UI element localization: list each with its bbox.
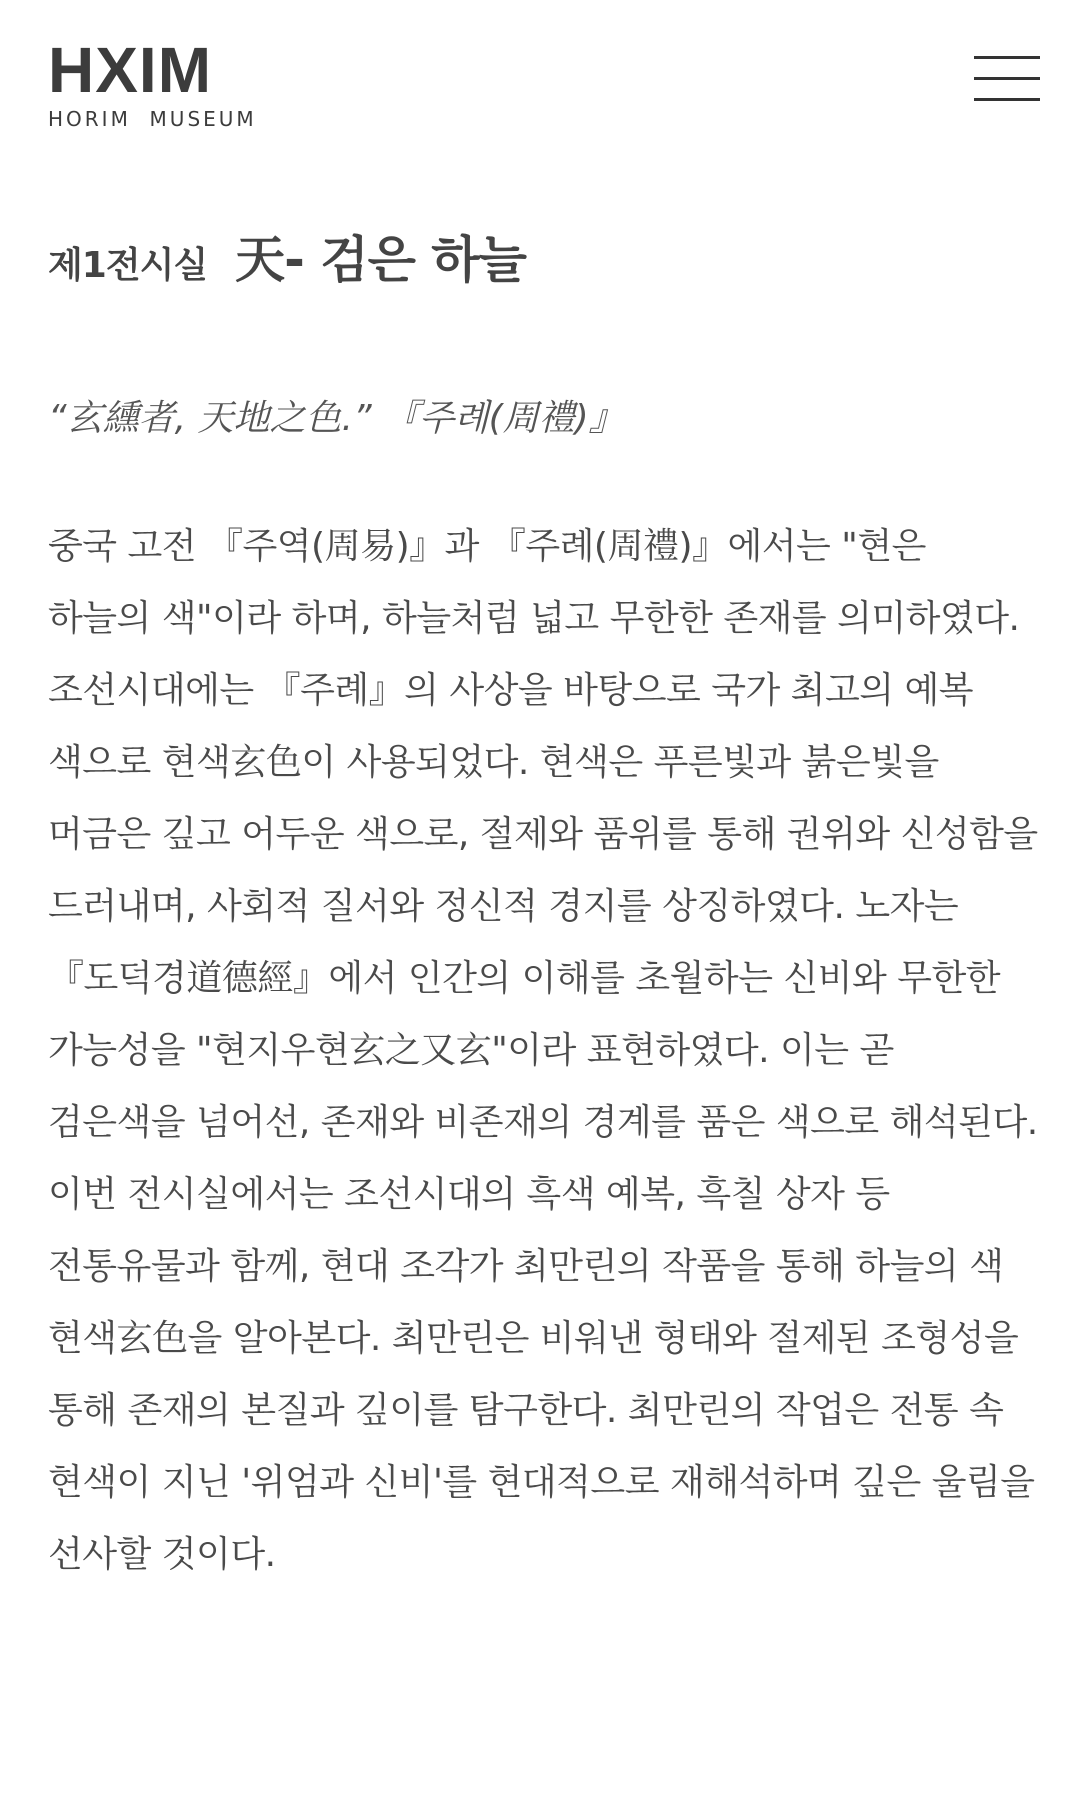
menu-line <box>974 56 1040 59</box>
logo-mark: HXIM <box>48 34 212 106</box>
description-text <box>48 511 1038 1591</box>
description-paragraph: 중국 고전 『주역(周易)』과 『주례(周禮)』에서는 "현은 하늘의 색"이라 하며, 하늘처럼 넓고 무한한 존재를 의미하였다. <box>48 526 1020 639</box>
description-paragraph: 조선시대에는 『주례』의 사상을 바탕으로 국가 최고의 예복 색으로 현색玄色이 사용되었다. 현색은 푸른빛과 붉은빛을 머금은 깊고 어두운 색으로, 절제와 품위를 통해 권위와 신성함을 드러내며, 사회적 질서와 정신적 경지를 상징하였다. 노자는 『도덕경道德經』에서 인간의 이해를 초월하는 신비와 무한한 가능성을 "현지우현玄之又玄"이라 표현하였다. 이는 곧 검은색을 넘어선, 존재와 비존재의 경계를 품은 색으로 해석된다. <box>48 670 1038 1143</box>
main-content <box>48 220 1038 1591</box>
museum-logo[interactable] <box>48 34 273 131</box>
description-paragraph: 이번 전시실에서는 조선시대의 흑색 예복, 흑칠 상자 등 전통유물과 함께, 현대 조각가 최만린의 작품을 통해 하늘의 색 현색玄色을 알아본다. 최만린은 비워낸 형태와 절제된 조형성을 통해 존재의 본질과 깊이를 탐구한다. 최만린의 작업은 전통 속 현색이 지닌 '위엄과 신비'를 현대적으로 재해석하며 깊은 울림을 선사할 것이다. <box>48 1174 1035 1575</box>
gallery-title: 天- 검은 하늘 <box>235 231 526 289</box>
gallery-label: 제1전시실 <box>48 245 208 286</box>
logo-subtitle: HORIM MUSEUM <box>48 107 257 131</box>
gallery-heading <box>48 220 1038 300</box>
hamburger-menu-icon[interactable] <box>974 56 1040 104</box>
menu-line <box>974 98 1040 101</box>
classical-quote: “玄纁者, 天地之色.” 『주례(周禮)』 <box>48 398 625 439</box>
site-header <box>0 0 1080 140</box>
menu-line <box>974 77 1040 80</box>
